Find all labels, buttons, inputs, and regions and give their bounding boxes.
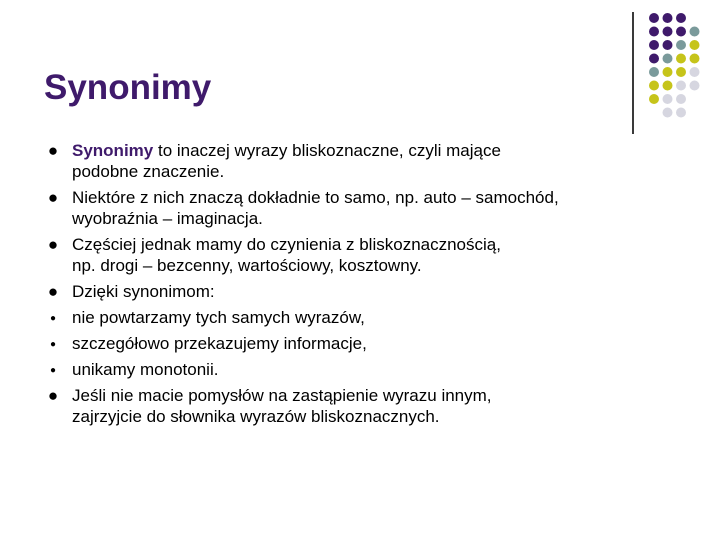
bullet-text: Częściej jednak mamy do czynienia z bliskoznacznością,	[72, 235, 501, 254]
decorative-dot	[649, 54, 659, 64]
bullet-line	[72, 234, 694, 255]
bullet-line	[72, 307, 694, 328]
bullet-item	[44, 187, 694, 229]
decorative-dot	[649, 81, 659, 91]
decorative-dot	[676, 94, 686, 104]
decorative-dot	[690, 40, 700, 50]
decorative-dot	[649, 67, 659, 77]
bullet-line	[72, 140, 694, 161]
bullet-keyword: Synonimy	[72, 141, 154, 160]
bullet-line	[72, 385, 694, 406]
decorative-dot	[663, 27, 673, 37]
decorative-dot	[676, 13, 686, 23]
bullet-dot-icon: ●	[47, 282, 59, 301]
bullet-small-dot-icon: ●	[49, 365, 57, 376]
decorative-dot	[663, 13, 673, 23]
bullet-small-dot-icon: ●	[49, 313, 57, 324]
slide-title: Synonimy	[44, 68, 212, 107]
bullet-small-dot-icon: ●	[49, 339, 57, 350]
bullet-item	[44, 333, 694, 354]
bullet-dot-icon: ●	[47, 188, 59, 207]
decorative-dot	[690, 27, 700, 37]
bullet-text-continuation: zajrzyjcie do słownika wyrazów bliskoznacznych.	[72, 407, 440, 426]
bullet-text: szczegółowo przekazujemy informacje,	[72, 334, 367, 353]
decorative-dot	[649, 40, 659, 50]
bullet-text-continuation: podobne znaczenie.	[72, 162, 225, 181]
bullet-text: nie powtarzamy tych samych wyrazów,	[72, 308, 365, 327]
bullet-list	[44, 140, 694, 432]
decorative-dot	[663, 40, 673, 50]
bullet-line	[72, 333, 694, 354]
decorative-dot	[690, 54, 700, 64]
decorative-dot	[663, 54, 673, 64]
decorative-dot	[649, 94, 659, 104]
bullet-text: unikamy monotonii.	[72, 360, 219, 379]
decorative-dot	[663, 94, 673, 104]
decorative-dot	[676, 40, 686, 50]
decorative-dot	[663, 67, 673, 77]
bullet-item	[44, 307, 694, 328]
bullet-item	[44, 234, 694, 276]
bullet-dot-icon: ●	[47, 386, 59, 405]
decorative-dot	[690, 67, 700, 77]
decorative-dot	[690, 81, 700, 91]
bullet-item	[44, 140, 694, 182]
bullet-dot-icon: ●	[47, 141, 59, 160]
decorative-vertical-line	[632, 12, 634, 134]
decorative-dot	[663, 81, 673, 91]
bullet-text: to inaczej wyrazy bliskoznaczne, czyli mające	[153, 141, 501, 160]
bullet-text: Jeśli nie macie pomysłów na zastąpienie wyrazu innym,	[72, 386, 492, 405]
decorative-dot	[676, 27, 686, 37]
decorative-dot	[663, 108, 673, 118]
bullet-text: Dzięki synonimom:	[72, 282, 215, 301]
bullet-line	[72, 359, 694, 380]
decorative-dot	[649, 27, 659, 37]
bullet-dot-icon: ●	[47, 235, 59, 254]
bullet-text: Niektóre z nich znaczą dokładnie to samo, np. auto – samochód,	[72, 188, 559, 207]
bullet-item	[44, 385, 694, 427]
decorative-dot	[676, 81, 686, 91]
bullet-line	[72, 187, 694, 208]
decorative-dot	[649, 13, 659, 23]
decorative-dot	[676, 54, 686, 64]
bullet-text-continuation: wyobraźnia – imaginacja.	[72, 209, 263, 228]
bullet-item	[44, 359, 694, 380]
bullet-line	[72, 281, 694, 302]
bullet-item	[44, 281, 694, 302]
decorative-dot	[676, 108, 686, 118]
bullet-text-continuation: np. drogi – bezcenny, wartościowy, kosztowny.	[72, 256, 422, 275]
decorative-dot	[676, 67, 686, 77]
